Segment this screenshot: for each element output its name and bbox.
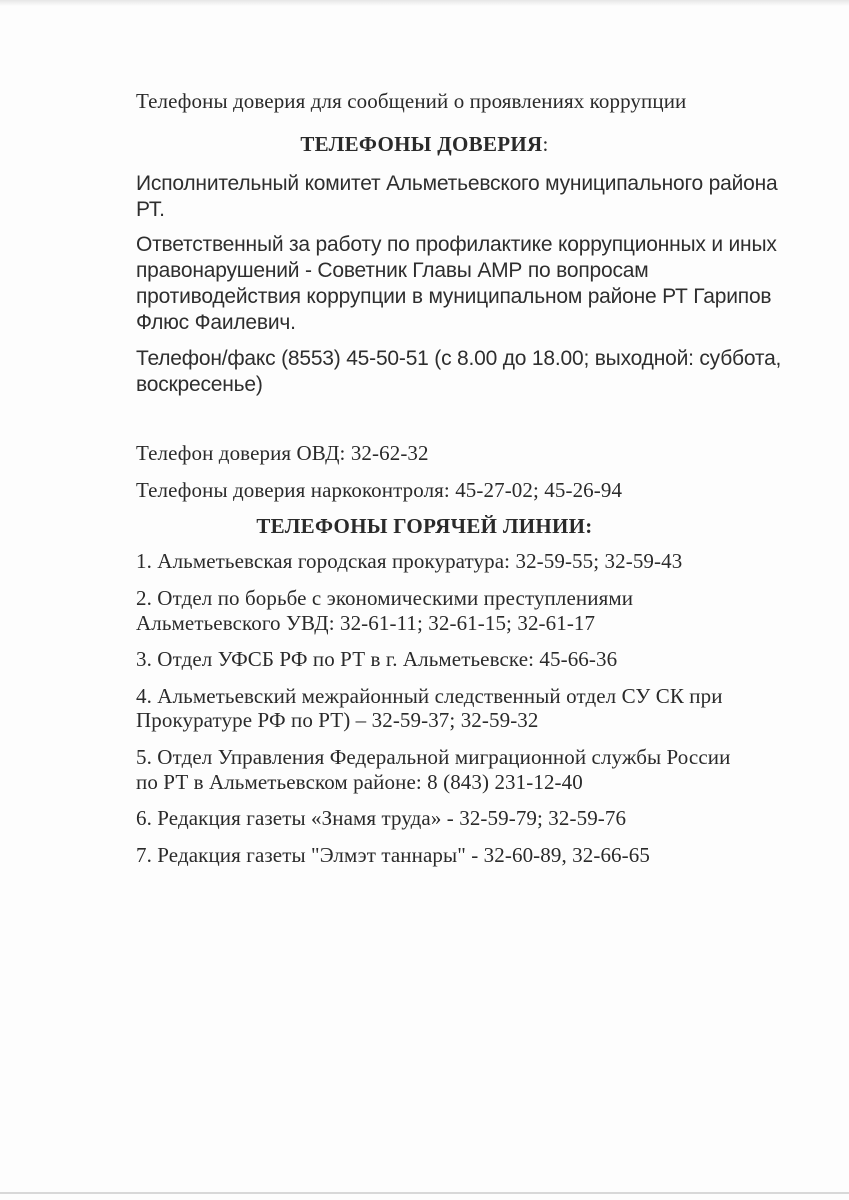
hotline-item-2-line-1: 2. Отдел по борьбе с экономическими преступлениями (136, 586, 634, 610)
scan-edge-bottom (0, 1192, 849, 1194)
document-title: Телефоны доверия для сообщений о проявлениях коррупции (136, 89, 687, 113)
narco-phone-line: Телефоны доверия наркоконтроля: 45-27-02; 45-26-94 (136, 478, 623, 502)
hotline-item-7: 7. Редакция газеты "Элмэт таннары" - 32-60-89, 32-66-65 (136, 843, 650, 867)
hotline-heading: ТЕЛЕФОНЫ ГОРЯЧЕЙ ЛИНИИ: (256, 514, 593, 538)
hotline-item-4-line-2: Прокуратуре РФ по РТ) – 32-59-37; 32-59-32 (136, 708, 539, 732)
hotline-item-2-line-2: Альметьевского УВД: 32-61-11; 32-61-15; 32-61-17 (136, 611, 596, 635)
scan-edge-top (0, 0, 849, 6)
hotline-item-4-line-1: 4. Альметьевский межрайонный следственный отдел СУ СК при (136, 684, 723, 708)
hotline-item-1: 1. Альметьевская городская прокуратура: 32-59-55; 32-59-43 (136, 549, 683, 573)
hotline-item-3: 3. Отдел УФСБ РФ по РТ в г. Альметьевске: 45-66-36 (136, 647, 618, 671)
committee-paragraph: Исполнительный комитет Альметьевского муниципального района РТ. (136, 172, 778, 221)
phone-fax-paragraph: Телефон/факс (8553) 45-50-51 (с 8.00 до 18.00; выходной: суббота, воскресенье) (136, 347, 782, 396)
hotline-item-6: 6. Редакция газеты «Знамя труда» - 32-59-79; 32-59-76 (136, 806, 627, 830)
trust-phones-heading-colon: : (542, 132, 549, 156)
trust-phones-heading-text: ТЕЛЕФОНЫ ДОВЕРИЯ (300, 132, 543, 156)
responsible-paragraph: Ответственный за работу по профилактике коррупционных и иных правонарушений - Советник Главы АМР по вопросам противодействия коррупции в муниципальном районе РТ Гарипов Флюс Фаилевич. (136, 233, 777, 334)
hotline-item-5-line-2: по РТ в Альметьевском районе: 8 (843) 231-12-40 (136, 770, 583, 794)
hotline-item-5-line-1: 5. Отдел Управления Федеральной миграционной службы России (136, 745, 731, 769)
ovd-phone-line: Телефон доверия ОВД: 32-62-32 (136, 441, 429, 465)
trust-phones-heading (0, 131, 849, 157)
